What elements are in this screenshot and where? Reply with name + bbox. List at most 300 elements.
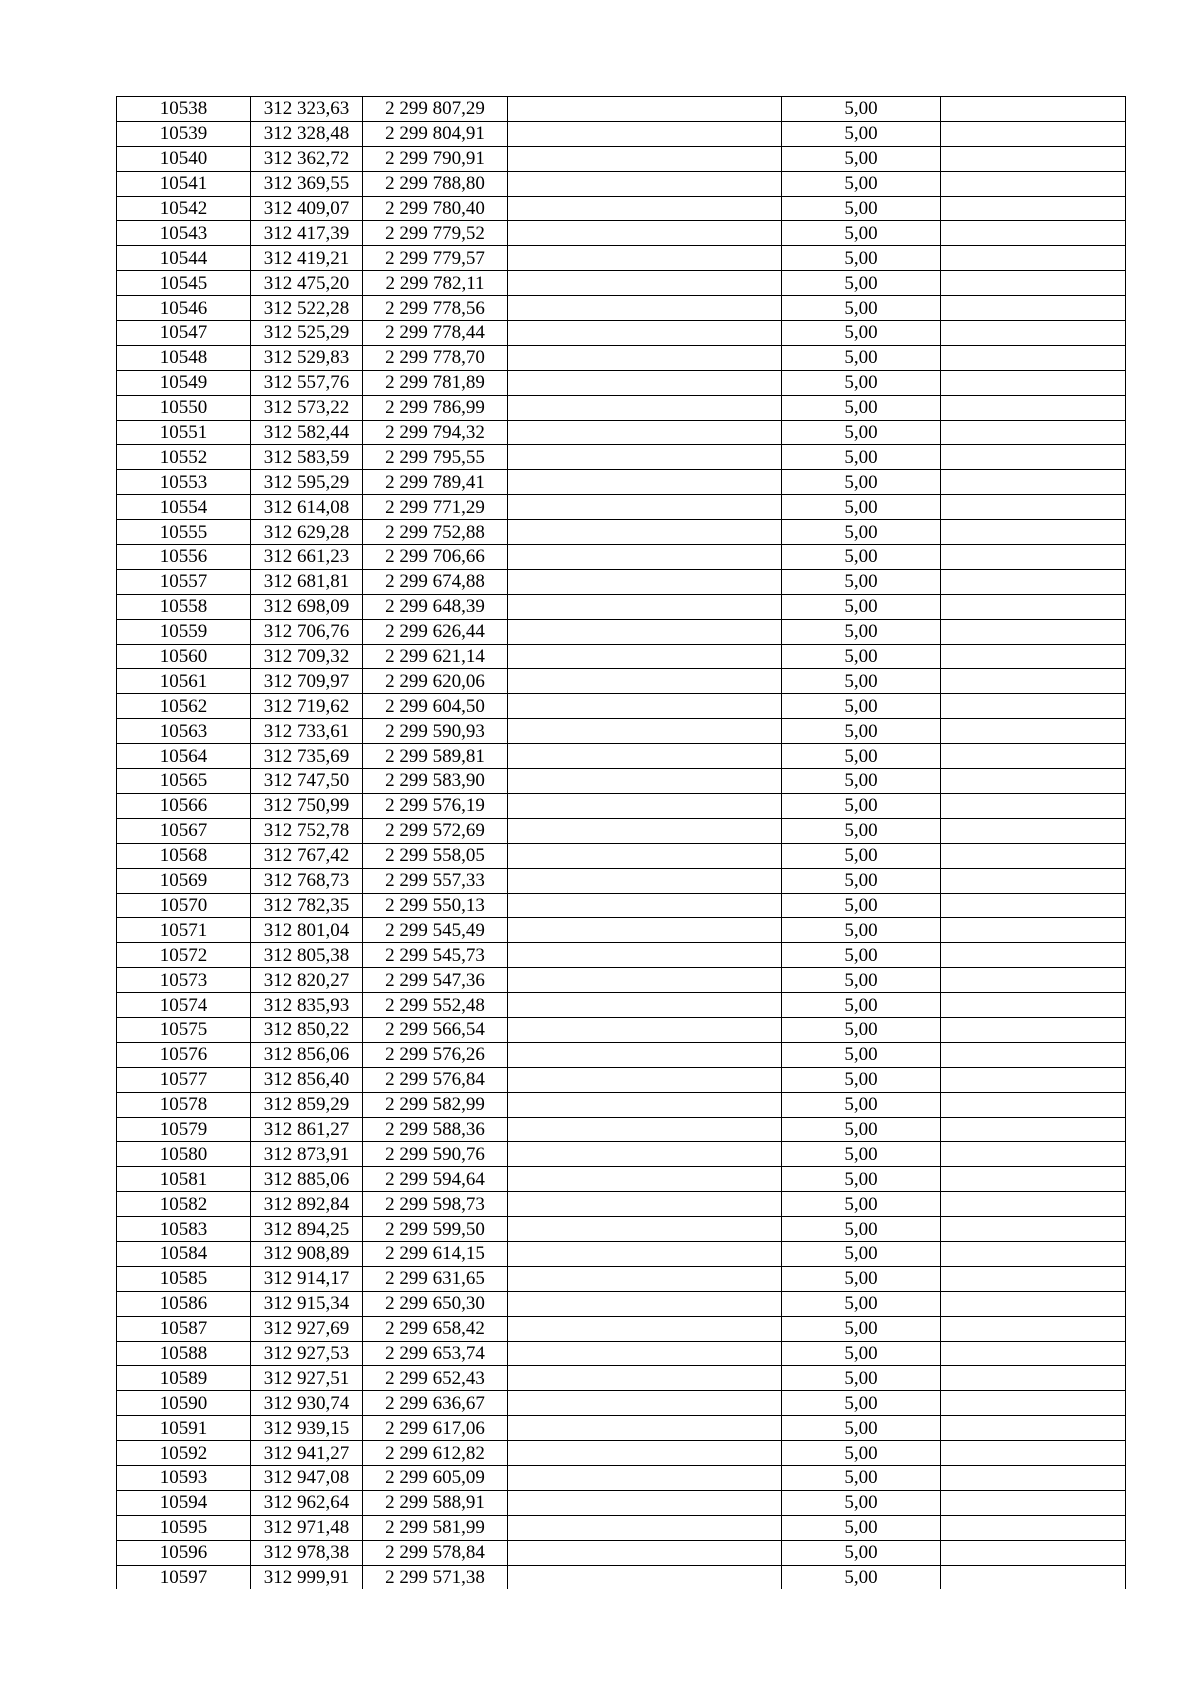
point-number-cell: 10544 xyxy=(117,246,251,271)
x-coordinate-cell: 312 475,20 xyxy=(251,271,363,296)
y-coordinate-cell: 2 299 581,99 xyxy=(363,1515,508,1540)
point-number-cell: 10573 xyxy=(117,968,251,993)
point-number-cell: 10577 xyxy=(117,1067,251,1092)
empty-cell xyxy=(508,1540,782,1565)
value-cell: 5,00 xyxy=(782,1291,941,1316)
empty-cell xyxy=(508,1042,782,1067)
point-number-cell: 10541 xyxy=(117,171,251,196)
table-row xyxy=(117,1465,1126,1490)
value-cell: 5,00 xyxy=(782,993,941,1018)
empty-cell xyxy=(941,1192,1126,1217)
empty-cell xyxy=(941,246,1126,271)
y-coordinate-cell: 2 299 558,05 xyxy=(363,843,508,868)
empty-cell xyxy=(941,769,1126,794)
empty-cell xyxy=(508,1067,782,1092)
empty-cell xyxy=(941,445,1126,470)
value-cell: 5,00 xyxy=(782,271,941,296)
empty-cell xyxy=(508,520,782,545)
table-row xyxy=(117,221,1126,246)
point-number-cell: 10591 xyxy=(117,1416,251,1441)
point-number-cell: 10565 xyxy=(117,769,251,794)
empty-cell xyxy=(941,1441,1126,1466)
value-cell: 5,00 xyxy=(782,1192,941,1217)
point-number-cell: 10546 xyxy=(117,296,251,321)
empty-cell xyxy=(941,1366,1126,1391)
empty-cell xyxy=(508,1416,782,1441)
point-number-cell: 10538 xyxy=(117,97,251,122)
point-number-cell: 10562 xyxy=(117,694,251,719)
empty-cell xyxy=(508,769,782,794)
value-cell: 5,00 xyxy=(782,420,941,445)
empty-cell xyxy=(941,619,1126,644)
point-number-cell: 10597 xyxy=(117,1565,251,1589)
y-coordinate-cell: 2 299 617,06 xyxy=(363,1416,508,1441)
y-coordinate-cell: 2 299 588,36 xyxy=(363,1117,508,1142)
value-cell: 5,00 xyxy=(782,769,941,794)
table-row xyxy=(117,1092,1126,1117)
table-row xyxy=(117,968,1126,993)
value-cell: 5,00 xyxy=(782,370,941,395)
table-row xyxy=(117,296,1126,321)
x-coordinate-cell: 312 927,53 xyxy=(251,1341,363,1366)
value-cell: 5,00 xyxy=(782,246,941,271)
table-row xyxy=(117,1241,1126,1266)
empty-cell xyxy=(508,545,782,570)
x-coordinate-cell: 312 706,76 xyxy=(251,619,363,644)
table-body xyxy=(117,97,1126,1590)
point-number-cell: 10580 xyxy=(117,1142,251,1167)
value-cell: 5,00 xyxy=(782,146,941,171)
empty-cell xyxy=(941,1217,1126,1242)
x-coordinate-cell: 312 894,25 xyxy=(251,1217,363,1242)
empty-cell xyxy=(941,893,1126,918)
table-row xyxy=(117,619,1126,644)
empty-cell xyxy=(508,1366,782,1391)
y-coordinate-cell: 2 299 648,39 xyxy=(363,594,508,619)
y-coordinate-cell: 2 299 612,82 xyxy=(363,1441,508,1466)
table-row xyxy=(117,669,1126,694)
x-coordinate-cell: 312 856,40 xyxy=(251,1067,363,1092)
table-row xyxy=(117,1067,1126,1092)
x-coordinate-cell: 312 927,69 xyxy=(251,1316,363,1341)
x-coordinate-cell: 312 529,83 xyxy=(251,345,363,370)
x-coordinate-cell: 312 999,91 xyxy=(251,1565,363,1589)
y-coordinate-cell: 2 299 778,44 xyxy=(363,321,508,346)
empty-cell xyxy=(941,594,1126,619)
y-coordinate-cell: 2 299 557,33 xyxy=(363,868,508,893)
x-coordinate-cell: 312 417,39 xyxy=(251,221,363,246)
value-cell: 5,00 xyxy=(782,1565,941,1589)
point-number-cell: 10589 xyxy=(117,1366,251,1391)
x-coordinate-cell: 312 557,76 xyxy=(251,370,363,395)
x-coordinate-cell: 312 861,27 xyxy=(251,1117,363,1142)
x-coordinate-cell: 312 661,23 xyxy=(251,545,363,570)
point-number-cell: 10542 xyxy=(117,196,251,221)
empty-cell xyxy=(941,1391,1126,1416)
value-cell: 5,00 xyxy=(782,121,941,146)
point-number-cell: 10587 xyxy=(117,1316,251,1341)
x-coordinate-cell: 312 805,38 xyxy=(251,943,363,968)
empty-cell xyxy=(941,1241,1126,1266)
point-number-cell: 10568 xyxy=(117,843,251,868)
empty-cell xyxy=(941,1565,1126,1589)
y-coordinate-cell: 2 299 599,50 xyxy=(363,1217,508,1242)
value-cell: 5,00 xyxy=(782,1366,941,1391)
table-row xyxy=(117,1291,1126,1316)
empty-cell xyxy=(941,1092,1126,1117)
empty-cell xyxy=(941,569,1126,594)
value-cell: 5,00 xyxy=(782,669,941,694)
empty-cell xyxy=(508,893,782,918)
value-cell: 5,00 xyxy=(782,1217,941,1242)
value-cell: 5,00 xyxy=(782,569,941,594)
value-cell: 5,00 xyxy=(782,893,941,918)
point-number-cell: 10540 xyxy=(117,146,251,171)
table-row xyxy=(117,918,1126,943)
y-coordinate-cell: 2 299 807,29 xyxy=(363,97,508,122)
x-coordinate-cell: 312 719,62 xyxy=(251,694,363,719)
y-coordinate-cell: 2 299 788,80 xyxy=(363,171,508,196)
x-coordinate-cell: 312 947,08 xyxy=(251,1465,363,1490)
y-coordinate-cell: 2 299 779,57 xyxy=(363,246,508,271)
value-cell: 5,00 xyxy=(782,793,941,818)
value-cell: 5,00 xyxy=(782,918,941,943)
empty-cell xyxy=(508,196,782,221)
y-coordinate-cell: 2 299 576,84 xyxy=(363,1067,508,1092)
y-coordinate-cell: 2 299 621,14 xyxy=(363,644,508,669)
empty-cell xyxy=(508,470,782,495)
empty-cell xyxy=(941,196,1126,221)
value-cell: 5,00 xyxy=(782,1017,941,1042)
x-coordinate-cell: 312 820,27 xyxy=(251,968,363,993)
y-coordinate-cell: 2 299 605,09 xyxy=(363,1465,508,1490)
x-coordinate-cell: 312 328,48 xyxy=(251,121,363,146)
value-cell: 5,00 xyxy=(782,843,941,868)
point-number-cell: 10585 xyxy=(117,1266,251,1291)
empty-cell xyxy=(941,1017,1126,1042)
y-coordinate-cell: 2 299 576,19 xyxy=(363,793,508,818)
empty-cell xyxy=(508,918,782,943)
point-number-cell: 10595 xyxy=(117,1515,251,1540)
x-coordinate-cell: 312 629,28 xyxy=(251,520,363,545)
y-coordinate-cell: 2 299 614,15 xyxy=(363,1241,508,1266)
y-coordinate-cell: 2 299 545,73 xyxy=(363,943,508,968)
table-row xyxy=(117,569,1126,594)
value-cell: 5,00 xyxy=(782,395,941,420)
value-cell: 5,00 xyxy=(782,221,941,246)
y-coordinate-cell: 2 299 550,13 xyxy=(363,893,508,918)
y-coordinate-cell: 2 299 781,89 xyxy=(363,370,508,395)
point-number-cell: 10553 xyxy=(117,470,251,495)
value-cell: 5,00 xyxy=(782,470,941,495)
empty-cell xyxy=(941,470,1126,495)
empty-cell xyxy=(508,296,782,321)
y-coordinate-cell: 2 299 779,52 xyxy=(363,221,508,246)
empty-cell xyxy=(941,1117,1126,1142)
point-number-cell: 10559 xyxy=(117,619,251,644)
table-row xyxy=(117,1316,1126,1341)
x-coordinate-cell: 312 573,22 xyxy=(251,395,363,420)
empty-cell xyxy=(508,1465,782,1490)
table-row xyxy=(117,370,1126,395)
table-row xyxy=(117,246,1126,271)
x-coordinate-cell: 312 709,32 xyxy=(251,644,363,669)
y-coordinate-cell: 2 299 674,88 xyxy=(363,569,508,594)
empty-cell xyxy=(941,1291,1126,1316)
y-coordinate-cell: 2 299 706,66 xyxy=(363,545,508,570)
y-coordinate-cell: 2 299 782,11 xyxy=(363,271,508,296)
value-cell: 5,00 xyxy=(782,1540,941,1565)
value-cell: 5,00 xyxy=(782,171,941,196)
empty-cell xyxy=(941,1167,1126,1192)
empty-cell xyxy=(941,97,1126,122)
empty-cell xyxy=(508,1142,782,1167)
table-row xyxy=(117,345,1126,370)
point-number-cell: 10558 xyxy=(117,594,251,619)
empty-cell xyxy=(508,744,782,769)
x-coordinate-cell: 312 939,15 xyxy=(251,1416,363,1441)
value-cell: 5,00 xyxy=(782,1167,941,1192)
point-number-cell: 10567 xyxy=(117,818,251,843)
value-cell: 5,00 xyxy=(782,296,941,321)
x-coordinate-cell: 312 930,74 xyxy=(251,1391,363,1416)
empty-cell xyxy=(941,818,1126,843)
empty-cell xyxy=(508,1565,782,1589)
point-number-cell: 10566 xyxy=(117,793,251,818)
y-coordinate-cell: 2 299 588,91 xyxy=(363,1490,508,1515)
value-cell: 5,00 xyxy=(782,943,941,968)
empty-cell xyxy=(508,843,782,868)
table-row xyxy=(117,1266,1126,1291)
coordinates-table xyxy=(116,96,1126,1589)
x-coordinate-cell: 312 595,29 xyxy=(251,470,363,495)
y-coordinate-cell: 2 299 780,40 xyxy=(363,196,508,221)
table-row xyxy=(117,121,1126,146)
table-row xyxy=(117,395,1126,420)
value-cell: 5,00 xyxy=(782,594,941,619)
x-coordinate-cell: 312 885,06 xyxy=(251,1167,363,1192)
empty-cell xyxy=(508,694,782,719)
empty-cell xyxy=(941,968,1126,993)
y-coordinate-cell: 2 299 636,67 xyxy=(363,1391,508,1416)
empty-cell xyxy=(941,395,1126,420)
empty-cell xyxy=(508,495,782,520)
value-cell: 5,00 xyxy=(782,1142,941,1167)
empty-cell xyxy=(508,1316,782,1341)
empty-cell xyxy=(508,97,782,122)
point-number-cell: 10579 xyxy=(117,1117,251,1142)
y-coordinate-cell: 2 299 794,32 xyxy=(363,420,508,445)
y-coordinate-cell: 2 299 771,29 xyxy=(363,495,508,520)
table-row xyxy=(117,1540,1126,1565)
point-number-cell: 10557 xyxy=(117,569,251,594)
empty-cell xyxy=(508,993,782,1018)
empty-cell xyxy=(941,1416,1126,1441)
y-coordinate-cell: 2 299 552,48 xyxy=(363,993,508,1018)
empty-cell xyxy=(941,1316,1126,1341)
empty-cell xyxy=(941,146,1126,171)
point-number-cell: 10560 xyxy=(117,644,251,669)
x-coordinate-cell: 312 698,09 xyxy=(251,594,363,619)
point-number-cell: 10549 xyxy=(117,370,251,395)
table-row xyxy=(117,146,1126,171)
x-coordinate-cell: 312 962,64 xyxy=(251,1490,363,1515)
table-row xyxy=(117,1217,1126,1242)
value-cell: 5,00 xyxy=(782,644,941,669)
empty-cell xyxy=(941,121,1126,146)
empty-cell xyxy=(941,420,1126,445)
empty-cell xyxy=(508,1117,782,1142)
table-row xyxy=(117,445,1126,470)
x-coordinate-cell: 312 892,84 xyxy=(251,1192,363,1217)
empty-cell xyxy=(941,1042,1126,1067)
empty-cell xyxy=(508,1441,782,1466)
point-number-cell: 10582 xyxy=(117,1192,251,1217)
x-coordinate-cell: 312 735,69 xyxy=(251,744,363,769)
table-row xyxy=(117,520,1126,545)
empty-cell xyxy=(508,246,782,271)
y-coordinate-cell: 2 299 572,69 xyxy=(363,818,508,843)
value-cell: 5,00 xyxy=(782,445,941,470)
value-cell: 5,00 xyxy=(782,345,941,370)
point-number-cell: 10583 xyxy=(117,1217,251,1242)
empty-cell xyxy=(508,1167,782,1192)
value-cell: 5,00 xyxy=(782,1465,941,1490)
empty-cell xyxy=(941,1540,1126,1565)
table-row xyxy=(117,1167,1126,1192)
empty-cell xyxy=(508,644,782,669)
empty-cell xyxy=(941,321,1126,346)
table-row xyxy=(117,843,1126,868)
table-row xyxy=(117,271,1126,296)
y-coordinate-cell: 2 299 653,74 xyxy=(363,1341,508,1366)
value-cell: 5,00 xyxy=(782,818,941,843)
point-number-cell: 10590 xyxy=(117,1391,251,1416)
empty-cell xyxy=(508,943,782,968)
table-row xyxy=(117,1490,1126,1515)
table-row xyxy=(117,1515,1126,1540)
y-coordinate-cell: 2 299 786,99 xyxy=(363,395,508,420)
table-row xyxy=(117,1117,1126,1142)
y-coordinate-cell: 2 299 547,36 xyxy=(363,968,508,993)
point-number-cell: 10571 xyxy=(117,918,251,943)
point-number-cell: 10569 xyxy=(117,868,251,893)
empty-cell xyxy=(508,420,782,445)
empty-cell xyxy=(941,1142,1126,1167)
x-coordinate-cell: 312 978,38 xyxy=(251,1540,363,1565)
y-coordinate-cell: 2 299 590,93 xyxy=(363,719,508,744)
empty-cell xyxy=(941,545,1126,570)
x-coordinate-cell: 312 752,78 xyxy=(251,818,363,843)
table-row xyxy=(117,744,1126,769)
value-cell: 5,00 xyxy=(782,694,941,719)
point-number-cell: 10554 xyxy=(117,495,251,520)
x-coordinate-cell: 312 782,35 xyxy=(251,893,363,918)
y-coordinate-cell: 2 299 658,42 xyxy=(363,1316,508,1341)
value-cell: 5,00 xyxy=(782,868,941,893)
point-number-cell: 10539 xyxy=(117,121,251,146)
empty-cell xyxy=(941,495,1126,520)
table-row xyxy=(117,1192,1126,1217)
point-number-cell: 10555 xyxy=(117,520,251,545)
empty-cell xyxy=(941,1465,1126,1490)
point-number-cell: 10547 xyxy=(117,321,251,346)
table-row xyxy=(117,1391,1126,1416)
empty-cell xyxy=(941,345,1126,370)
point-number-cell: 10594 xyxy=(117,1490,251,1515)
empty-cell xyxy=(941,918,1126,943)
value-cell: 5,00 xyxy=(782,719,941,744)
x-coordinate-cell: 312 582,44 xyxy=(251,420,363,445)
y-coordinate-cell: 2 299 590,76 xyxy=(363,1142,508,1167)
point-number-cell: 10586 xyxy=(117,1291,251,1316)
point-number-cell: 10561 xyxy=(117,669,251,694)
x-coordinate-cell: 312 767,42 xyxy=(251,843,363,868)
empty-cell xyxy=(508,594,782,619)
value-cell: 5,00 xyxy=(782,619,941,644)
y-coordinate-cell: 2 299 604,50 xyxy=(363,694,508,719)
y-coordinate-cell: 2 299 620,06 xyxy=(363,669,508,694)
table-row xyxy=(117,793,1126,818)
table-row xyxy=(117,893,1126,918)
table-row xyxy=(117,1416,1126,1441)
y-coordinate-cell: 2 299 752,88 xyxy=(363,520,508,545)
y-coordinate-cell: 2 299 566,54 xyxy=(363,1017,508,1042)
empty-cell xyxy=(941,744,1126,769)
value-cell: 5,00 xyxy=(782,1391,941,1416)
point-number-cell: 10596 xyxy=(117,1540,251,1565)
x-coordinate-cell: 312 709,97 xyxy=(251,669,363,694)
value-cell: 5,00 xyxy=(782,520,941,545)
y-coordinate-cell: 2 299 778,56 xyxy=(363,296,508,321)
table-row xyxy=(117,943,1126,968)
table-row xyxy=(117,171,1126,196)
point-number-cell: 10576 xyxy=(117,1042,251,1067)
empty-cell xyxy=(508,1490,782,1515)
empty-cell xyxy=(941,520,1126,545)
y-coordinate-cell: 2 299 626,44 xyxy=(363,619,508,644)
point-number-cell: 10572 xyxy=(117,943,251,968)
point-number-cell: 10584 xyxy=(117,1241,251,1266)
point-number-cell: 10551 xyxy=(117,420,251,445)
point-number-cell: 10575 xyxy=(117,1017,251,1042)
empty-cell xyxy=(941,171,1126,196)
table-row xyxy=(117,1142,1126,1167)
table-row xyxy=(117,196,1126,221)
table-row xyxy=(117,420,1126,445)
y-coordinate-cell: 2 299 576,26 xyxy=(363,1042,508,1067)
table-row xyxy=(117,719,1126,744)
point-number-cell: 10570 xyxy=(117,893,251,918)
point-number-cell: 10564 xyxy=(117,744,251,769)
x-coordinate-cell: 312 835,93 xyxy=(251,993,363,1018)
value-cell: 5,00 xyxy=(782,1067,941,1092)
empty-cell xyxy=(508,345,782,370)
y-coordinate-cell: 2 299 582,99 xyxy=(363,1092,508,1117)
empty-cell xyxy=(941,719,1126,744)
empty-cell xyxy=(508,1017,782,1042)
empty-cell xyxy=(508,1515,782,1540)
empty-cell xyxy=(508,793,782,818)
value-cell: 5,00 xyxy=(782,1341,941,1366)
x-coordinate-cell: 312 583,59 xyxy=(251,445,363,470)
x-coordinate-cell: 312 873,91 xyxy=(251,1142,363,1167)
empty-cell xyxy=(941,1490,1126,1515)
empty-cell xyxy=(508,669,782,694)
x-coordinate-cell: 312 369,55 xyxy=(251,171,363,196)
value-cell: 5,00 xyxy=(782,321,941,346)
point-number-cell: 10550 xyxy=(117,395,251,420)
